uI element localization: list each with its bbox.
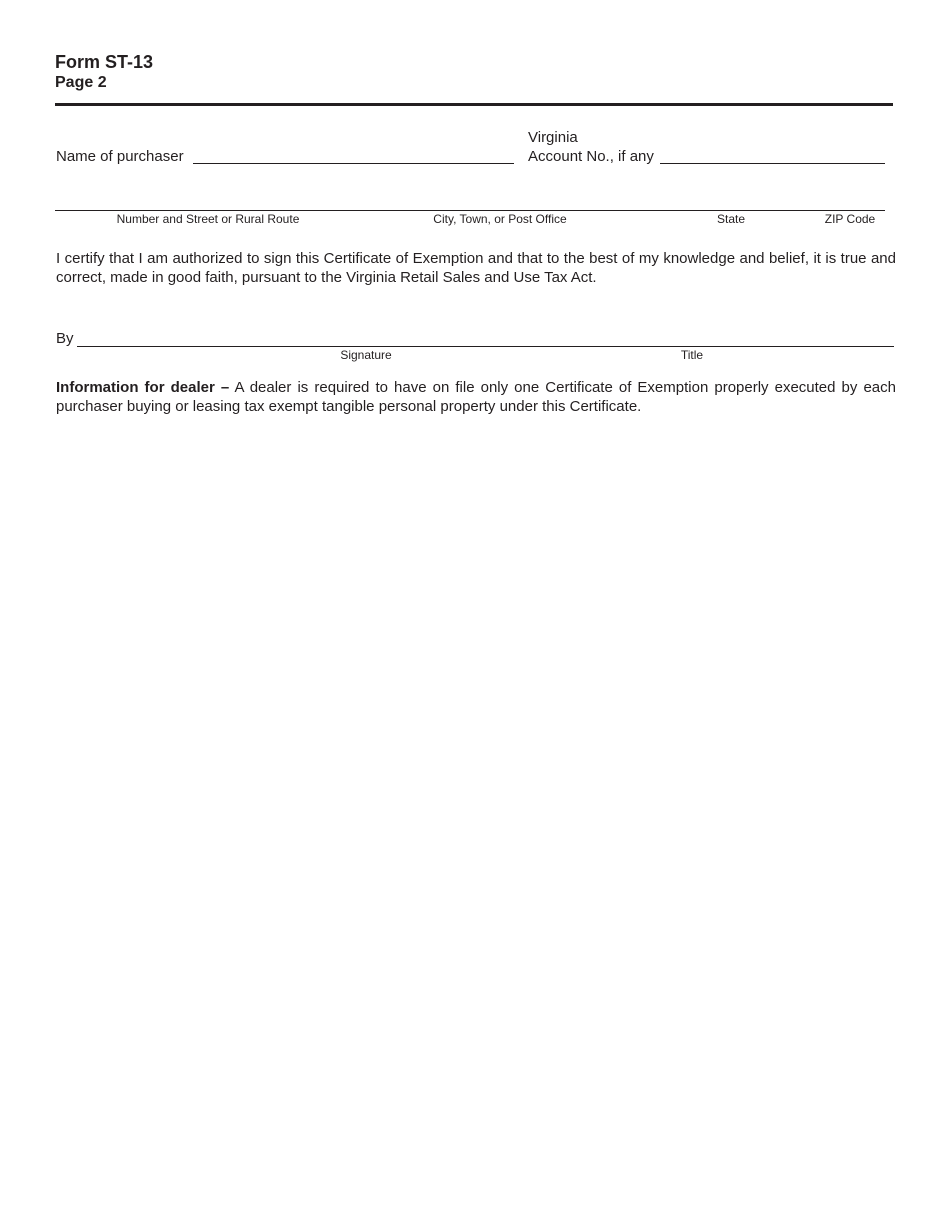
account-label-line2: Account No., if any — [528, 148, 654, 165]
street-sublabel: Number and Street or Rural Route — [116, 212, 300, 226]
signature-field[interactable] — [77, 346, 894, 347]
state-sublabel: State — [716, 212, 746, 226]
form-title: Form ST-13 — [55, 52, 154, 72]
account-number-field[interactable] — [660, 163, 885, 164]
zip-sublabel: ZIP Code — [824, 212, 876, 226]
city-sublabel: City, Town, or Post Office — [433, 212, 567, 226]
dealer-info-text: A dealer is required to have on file only one Certificate of Exemption properly executed by each purchaser buying or leasing tax exempt tangible personal property under this Certificate. — [56, 379, 896, 415]
purchaser-name-label: Name of purchaser — [56, 148, 184, 165]
purchaser-name-field[interactable] — [193, 163, 514, 164]
dealer-information — [56, 378, 896, 416]
account-label-line1: Virginia — [528, 129, 578, 146]
page-number: Page 2 — [55, 74, 107, 91]
title-sublabel: Title — [680, 348, 704, 362]
header-divider — [55, 103, 893, 106]
address-field[interactable] — [55, 210, 885, 211]
dealer-info-heading: Information for dealer – — [56, 379, 230, 396]
by-label: By — [56, 330, 74, 347]
signature-sublabel: Signature — [340, 348, 392, 362]
certification-statement: I certify that I am authorized to sign this Certificate of Exemption and that to the best of my knowledge and belief, it is true and correct, made in good faith, pursuant to the Virginia Retail Sales and Use Tax Act. — [56, 250, 896, 286]
